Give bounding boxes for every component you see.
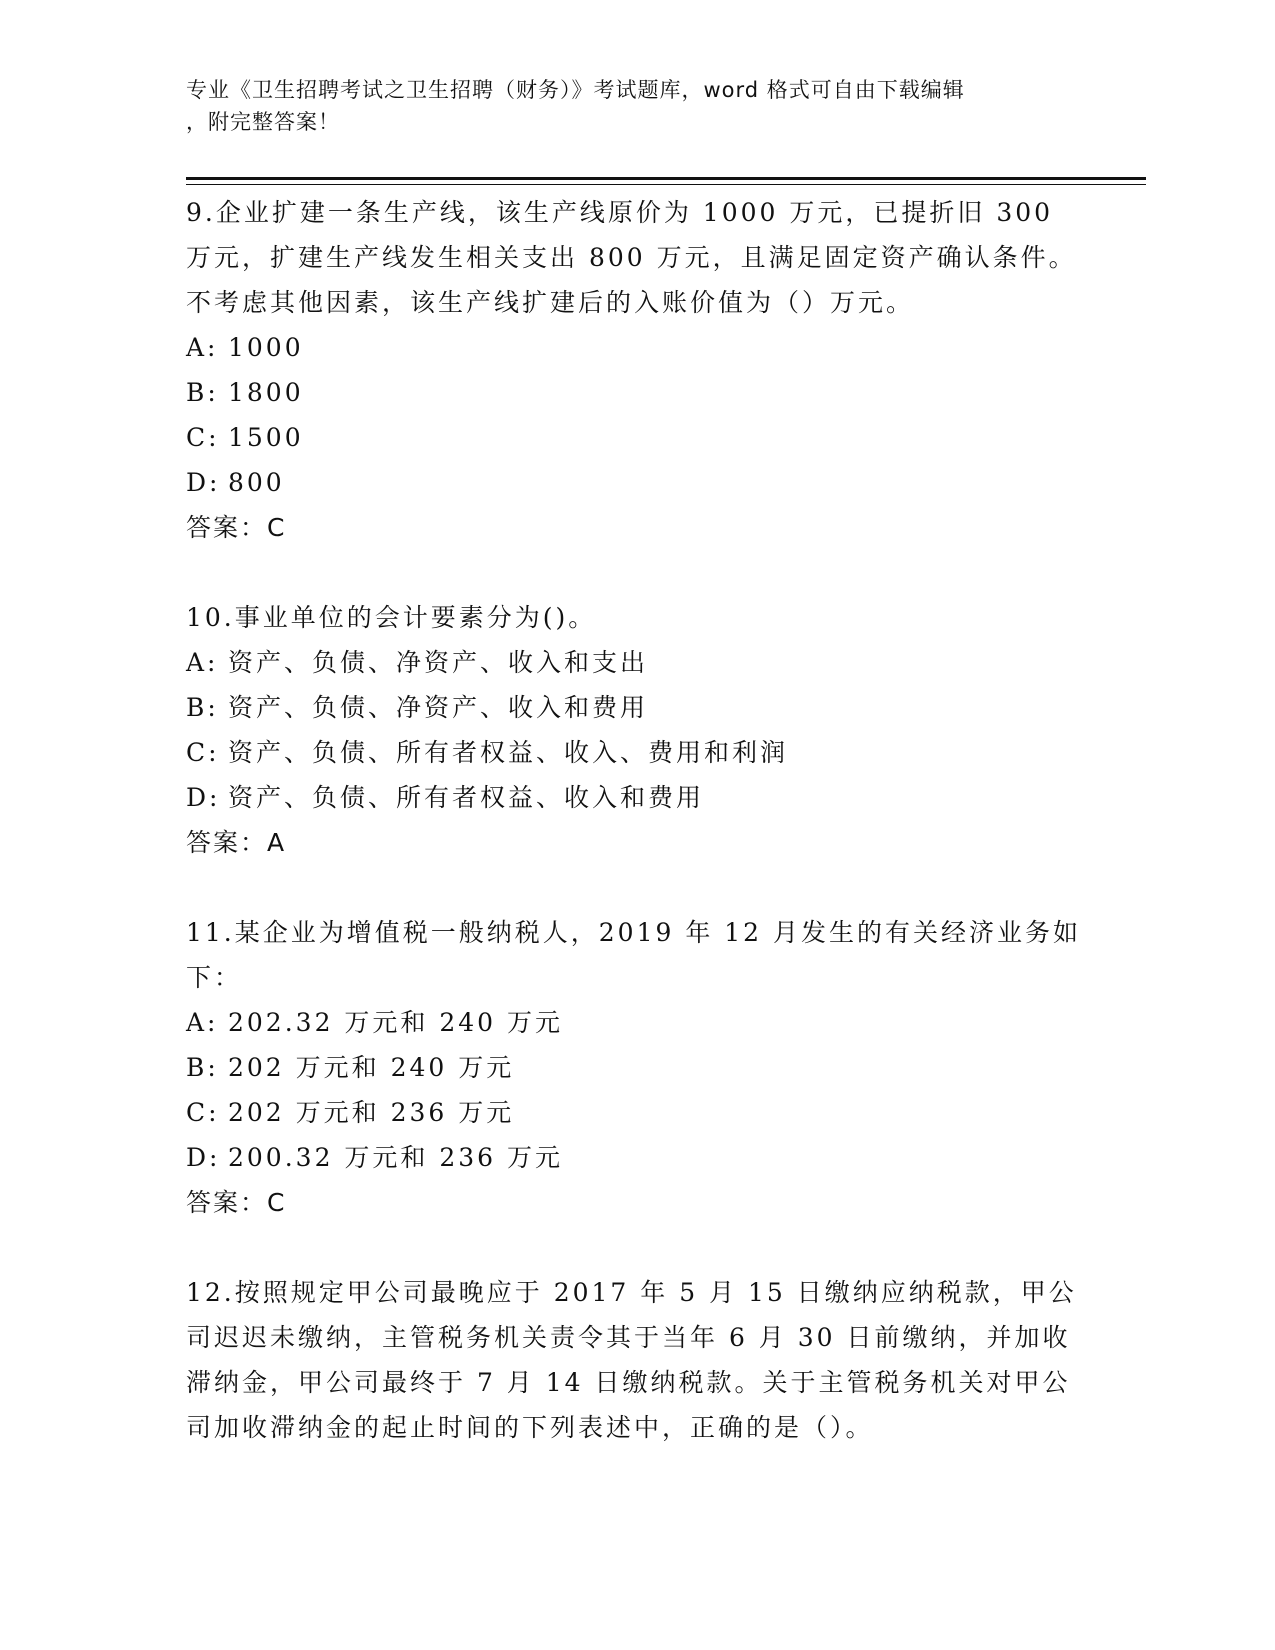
option-letter: A: [186,648,219,677]
option-letter: B: [186,1053,219,1082]
document-header [186,74,1066,138]
option-a [186,1000,1086,1045]
header-divider-thin [186,184,1146,185]
option-d [186,1135,1086,1180]
header-line-1: 专业《卫生招聘考试之卫生招聘（财务）》考试题库，word 格式可自由下载编辑 [186,78,965,102]
option-text: 1800 [228,378,304,407]
option-letter: D: [186,1143,221,1172]
option-letter: A: [186,333,219,362]
question-list [186,190,1086,1450]
answer: 答案：C [186,1188,287,1217]
option-b [186,1045,1086,1090]
option-c [186,415,1086,460]
option-b [186,370,1086,415]
question-stem: 9.企业扩建一条生产线，该生产线原价为 1000 万元，已提折旧 300 万元，扩建生产线发生相关支出 800 万元，且满足固定资产确认条件。不考虑其他因素，该生产线扩建后的入账价值为（）万元。 [186,198,1077,317]
answer: 答案：C [186,513,287,542]
question-11 [186,910,1086,1225]
option-text: 800 [228,468,285,497]
option-a [186,640,1086,685]
option-text: 资产、负债、净资产、收入和支出 [228,648,649,677]
option-letter: C: [186,738,220,767]
option-letter: C: [186,423,220,452]
option-d [186,460,1086,505]
question-9 [186,190,1086,550]
option-letter: C: [186,1098,220,1127]
header-divider-thick [186,177,1146,180]
option-text: 202 万元和 240 万元 [228,1053,515,1082]
question-10 [186,595,1086,865]
option-text: 资产、负债、所有者权益、收入和费用 [228,783,705,812]
option-c [186,730,1086,775]
option-text: 1500 [228,423,304,452]
option-letter: D: [186,468,221,497]
option-text: 200.32 万元和 236 万元 [228,1143,564,1172]
option-letter: B: [186,378,219,407]
question-12 [186,1270,1086,1450]
option-text: 资产、负债、净资产、收入和费用 [228,693,649,722]
option-b [186,685,1086,730]
option-letter: D: [186,783,221,812]
option-letter: A: [186,1008,219,1037]
option-text: 1000 [228,333,304,362]
option-d [186,775,1086,820]
option-text: 202 万元和 236 万元 [228,1098,515,1127]
option-c [186,1090,1086,1135]
option-letter: B: [186,693,219,722]
answer: 答案：A [186,828,287,857]
header-line-2: ，附完整答案！ [186,110,340,134]
option-text: 资产、负债、所有者权益、收入、费用和利润 [228,738,789,767]
question-stem: 10.事业单位的会计要素分为()。 [186,603,597,632]
option-text: 202.32 万元和 240 万元 [228,1008,564,1037]
question-stem: 12.按照规定甲公司最晚应于 2017 年 5 月 15 日缴纳应纳税款，甲公司迟迟未缴纳，主管税务机关责令其于当年 6 月 30 日前缴纳，并加收滞纳金，甲公司最终于 7 月 14 日缴纳税款。关于主管税务机关对甲公司加收滞纳金的起止时间的下列表述中，正确的是（）。 [186,1278,1077,1442]
option-a [186,325,1086,370]
question-stem: 11.某企业为增值税一般纳税人，2019 年 12 月发生的有关经济业务如下： [186,918,1082,992]
